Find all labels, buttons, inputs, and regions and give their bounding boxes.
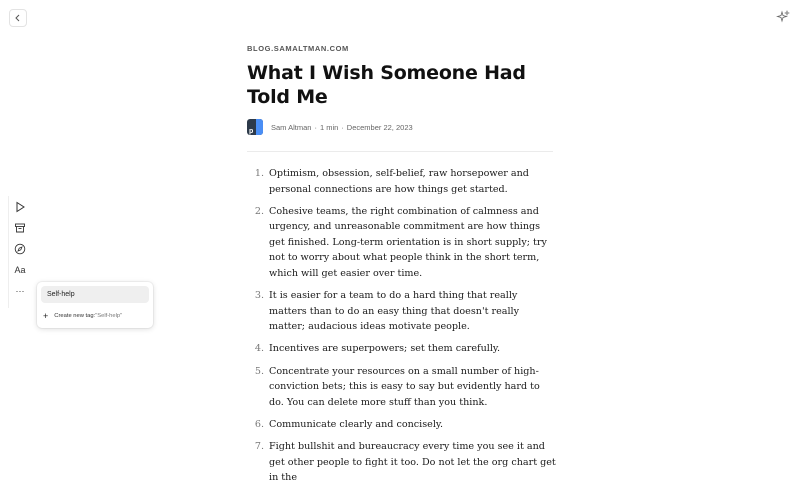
play-button[interactable]	[11, 198, 29, 216]
compass-icon	[14, 243, 26, 255]
author-avatar	[247, 119, 263, 135]
divider	[247, 151, 553, 152]
article	[247, 40, 557, 492]
side-toolbar	[8, 198, 32, 304]
back-button[interactable]	[9, 9, 27, 27]
list-item: 7. Fight bullshit and bureaucracy every time you see it and get other people to fight it too. Do not let the org chart get in the	[254, 440, 556, 484]
archive-button[interactable]	[11, 219, 29, 237]
archive-icon	[14, 222, 26, 234]
meta-separator: ·	[341, 122, 344, 132]
play-icon	[14, 201, 26, 213]
meta-separator: ·	[314, 122, 317, 132]
list-item: 4. Incentives are superpowers; set them carefully.	[254, 343, 501, 355]
chevron-left-icon	[14, 14, 22, 22]
tag-popup	[37, 282, 153, 328]
author-name: Sam Altman	[271, 122, 312, 132]
list-item: 6. Communicate clearly and concisely.	[254, 418, 444, 430]
list-item: 3. It is easier for a team to do a hard thing that really matters than to do an easy thing that doesn't really matter; audacious ideas motivate people.	[254, 290, 520, 333]
article-title: What I Wish Someone Had Told Me	[247, 62, 526, 108]
avatar-accent	[256, 119, 263, 135]
list-item: 5. Concentrate your resources on a small number of high-conviction bets; this is easy to say but evidently hard to do. You can delete more stuff than you think.	[254, 365, 540, 408]
read-time: 1 min	[319, 122, 339, 132]
plus-icon: +	[43, 311, 49, 321]
sparkle-icon[interactable]	[776, 10, 790, 24]
article-list	[247, 166, 557, 486]
tag-option-self-help[interactable]: Self-help	[41, 286, 149, 303]
article-meta	[247, 119, 557, 135]
list-item: 2. Cohesive teams, the right combination of calmness and urgency, and unreasonable commitment are how things get finished. Long-term orientation is in short supply; try not to worry about what people think in the short term, which will get easier over time.	[254, 205, 547, 280]
publish-date: December 22, 2023	[346, 122, 413, 132]
create-tag-value: "Self-help"	[95, 313, 123, 319]
avatar-letter: p	[249, 128, 254, 135]
explore-button[interactable]	[11, 240, 29, 258]
create-tag-button[interactable]	[43, 311, 122, 321]
more-options-button[interactable]: ···	[15, 286, 25, 296]
font-settings-button[interactable]: Aa	[14, 265, 26, 275]
create-tag-label: Create new tag:	[54, 313, 96, 319]
list-item: 1. Optimism, obsession, self-belief, raw horsepower and personal connections are how things get started.	[254, 168, 529, 195]
article-source[interactable]: BLOG.SAMALTMAN.COM	[247, 44, 349, 53]
